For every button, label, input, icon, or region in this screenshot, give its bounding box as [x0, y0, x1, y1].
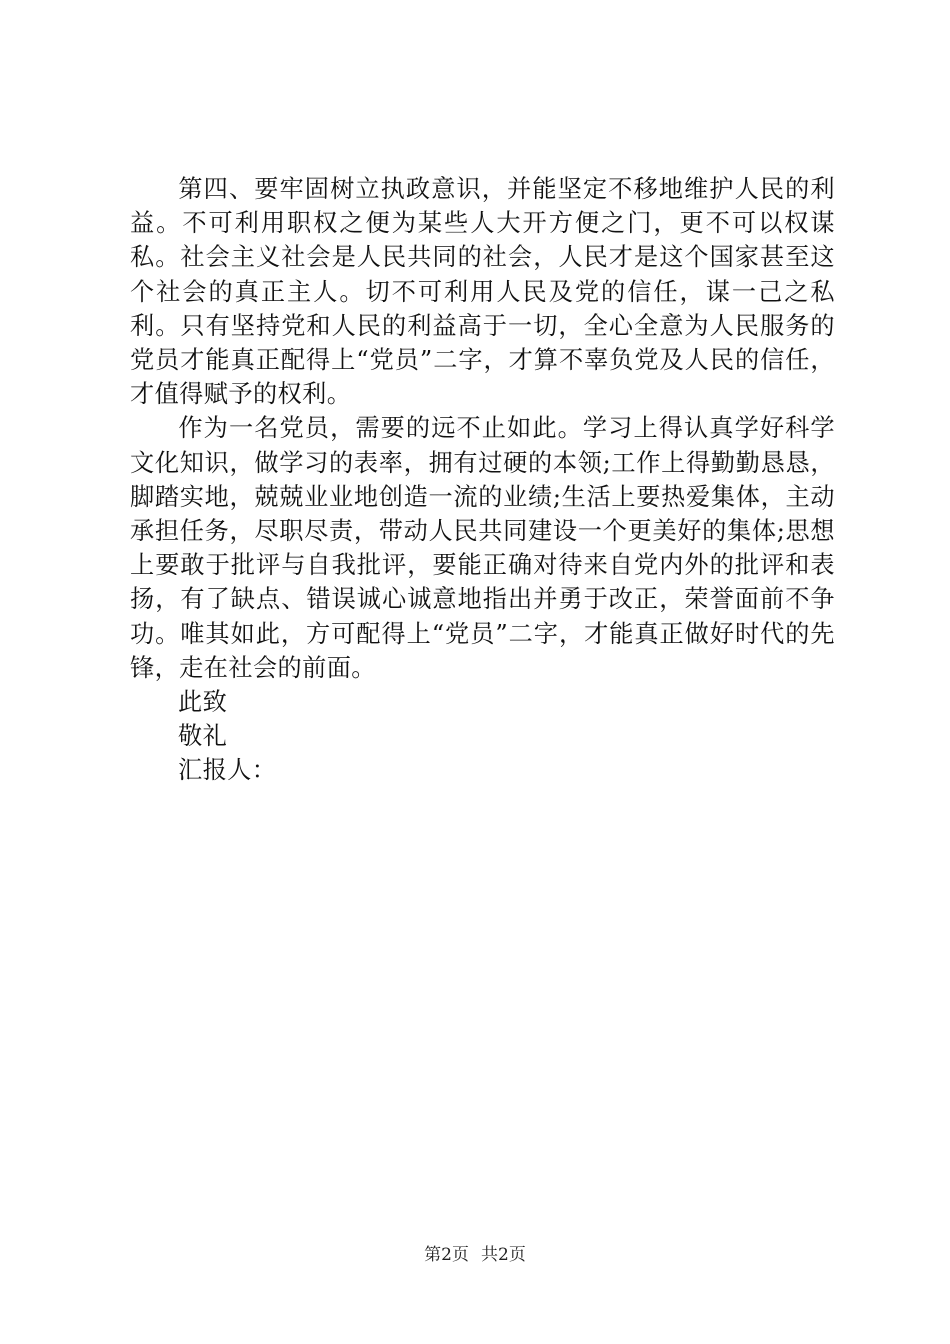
- paragraph-fourth-point: 第四、要牢固树立执政意识，并能坚定不移地维护人民的利益。不可利用职权之便为某些人大开方便之门，更不可以权谋私。社会主义社会是人民共同的社会，人民才是这个国家甚至这个社会的真正主人。切不可利用人民及党的信任，谋一己之私利。只有坚持党和人民的利益高于一切，全心全意为人民服务的党员才能真正配得上“党员”二字，才算不辜负党及人民的信任，才值得赋予的权利。: [130, 175, 835, 409]
- closing-salutation-2: 敬礼: [178, 722, 228, 751]
- reporter-label: 汇报人：: [178, 756, 277, 785]
- report-body: [130, 172, 835, 788]
- paragraph-party-member-duties: 作为一名党员，需要的远不止如此。学习上得认真学好科学文化知识，做学习的表率，拥有过硬的本领;工作上得勤勤恳恳，脚踏实地，兢兢业业地创造一流的业绩;生活上要热爱集体，主动承担任务，尽职尽责，带动人民共同建设一个更美好的集体;思想上要敢于批评与自我批评，要能正确对待来自党内外的批评和表扬，有了缺点、错误诚心诚意地指出并勇于改正，荣誉面前不争功。唯其如此，方可配得上“党员”二字，才能真正做好时代的先锋，走在社会的前面。: [130, 414, 835, 682]
- page-number: 第2页: [424, 1245, 469, 1265]
- page-total: 共2页: [481, 1245, 526, 1265]
- closing-salutation-1: 此致: [178, 688, 228, 717]
- page-footer: [0, 1244, 950, 1266]
